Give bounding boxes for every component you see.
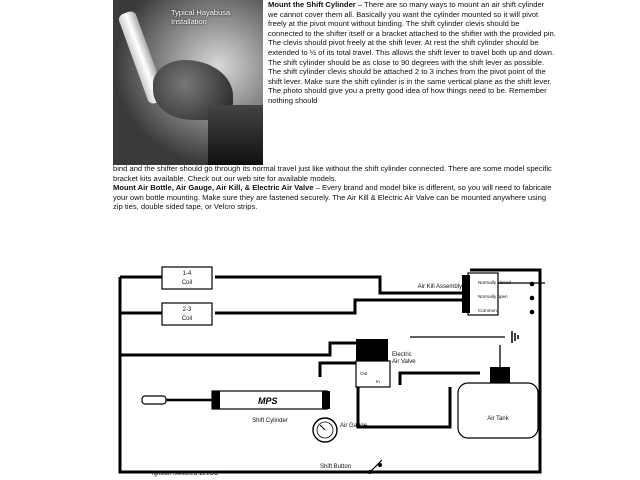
normally-open-label: Normally open: [478, 294, 508, 299]
valve-in-label: In: [376, 379, 380, 384]
coil-1-4-label-b: Coil: [181, 280, 193, 286]
ground-symbol: [512, 331, 518, 343]
shift-cylinder-body-wide: bind and the shifter should go through its normal travel just like without the shift cylinder connected. There are some model specific bracket kits available. Check out our web site for available models.: [113, 164, 552, 183]
wire-coil2-to-kill: [215, 300, 470, 313]
shift-cylinder-cap-right: [322, 391, 330, 409]
air-bottle-body: – Every brand and model bike is different, so you will need to fabricate your own bottle mounting. Make sure they are fastened securely. The Air Kill & Electric Air Valve can be mounted anywhere using zip ties, double sided tape, or Velcro strips.: [113, 183, 552, 212]
air-tank-neck: [490, 367, 510, 383]
shift-cylinder-clevis: [142, 396, 166, 404]
air-tank: [458, 383, 538, 438]
shift-cylinder-heading: Mount the Shift Cylinder: [268, 0, 356, 9]
coil-2-3-label-b: Coil: [181, 316, 193, 322]
shift-cylinder-text: [268, 0, 556, 106]
valve-out-label: Out: [360, 371, 368, 376]
air-bottle-heading: Mount Air Bottle, Air Gauge, Air Kill, & Electric Air Valve: [113, 183, 314, 193]
ignition-label: Ignition Switched 12VDC: [152, 471, 219, 477]
coil-1-4-label-a: 1-4: [182, 271, 192, 277]
common-label: Common: [478, 308, 497, 313]
wire-ground-valve: [120, 343, 380, 355]
common-terminal: [530, 310, 535, 315]
electric-air-valve-label-a: Electric: [392, 352, 412, 358]
shift-cylinder-label: Shift Cylinder: [252, 418, 288, 424]
air-gauge-label: Air Gauge: [340, 423, 368, 429]
wide-text: [113, 164, 556, 212]
wiring-diagram: [0, 255, 640, 480]
air-tank-label: Air Tank: [487, 416, 509, 422]
photo-caption: Typical Hayabusa Installation: [171, 8, 231, 26]
photo-frame-shape: [208, 105, 263, 165]
coil-2-3-label-a: 2-3: [182, 307, 192, 313]
air-kill-label: Air Kill Assembly: [417, 284, 462, 290]
nc-terminal: [530, 282, 535, 287]
electric-air-valve-label-b: Air Valve: [392, 359, 416, 365]
normally-closed-label: Normally closed: [478, 280, 511, 285]
shift-button-label: Shift Button: [320, 464, 352, 470]
shift-cylinder-logo: MPS: [258, 396, 278, 406]
no-terminal: [530, 296, 535, 301]
shift-cylinder-cap-left: [212, 391, 220, 409]
air-kill-connector: [462, 275, 470, 313]
shift-cylinder-body-top: – There are so many ways to mount an air shift cylinder we cannot cover them all. Basically you want the cylinder mounted so it will pivot freely at the pivot mount without binding. The shift cylinder clevis should be connected to the shifter itself or a bracket attached to the shifter with the provided pin. The clevis should pivot freely at the shift lever. At rest the shift cylinder should be extended to ½ of its total travel. This allows the shift lever to travel both up and down. The shift cylinder should be as close to 90 degrees with the shift lever as possible. The shift cylinder clevis should be attached 2 to 3 inches from the pivot point of the shift lever. Make sure the shift cylinder is in the same vertical plane as the shift lever. The photo should give you a pretty good idea of how things need to be. Remember nothing should: [268, 0, 556, 105]
hayabusa-installation-photo: [113, 0, 263, 165]
